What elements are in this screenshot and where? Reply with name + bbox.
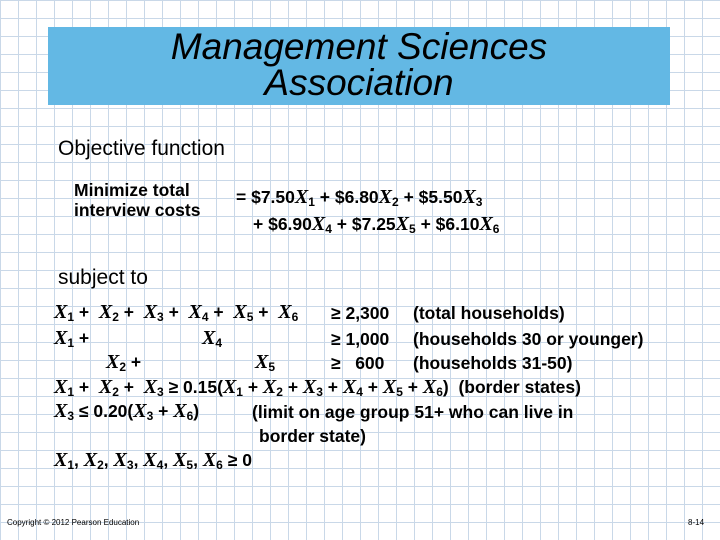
objective-label-line-2: interview costs bbox=[74, 200, 201, 220]
cost-coef-1: $7.50 bbox=[251, 187, 295, 207]
constraint-5-mid: ≤ 0.20( bbox=[74, 401, 134, 421]
cost-coef-2: $6.80 bbox=[334, 187, 379, 207]
constraint-4-mid: ≥ 0.15( bbox=[163, 377, 223, 397]
constraint-2-rhs: ≥ 1,000 bbox=[331, 329, 390, 349]
cost-coef-6: $6.10 bbox=[435, 214, 480, 234]
constraint-1-rhs: ≥ 2,300 bbox=[331, 303, 390, 323]
nonnegativity-constraint: $X_1$, $X_2$, $X_3$, $X_4$, $X_5$, $X_6 \ge 0$ bbox=[54, 449, 252, 472]
copyright-footer: Copyright © 2012 Pearson Education bbox=[7, 518, 140, 527]
constraint-1-note: (total households) bbox=[413, 303, 565, 323]
constraint-3-rhs: ≥ 600 bbox=[331, 353, 385, 373]
cost-coef-3: $5.50 bbox=[418, 187, 463, 207]
title-banner bbox=[48, 27, 670, 105]
constraint-5-note-line-2: border state) bbox=[259, 426, 366, 446]
constraint-1-lhs: $X_1 + X_2 + X_3 + X_4 + X_5 + X_6$ bbox=[54, 301, 299, 324]
cost-coef-4: $6.90 bbox=[268, 214, 312, 234]
equals-sign: = bbox=[236, 187, 252, 207]
objective-expression-line-2: + $\$6.90X_4$ + $\$7.25X_5$ + $\$6.10X_6$ bbox=[253, 213, 500, 236]
constraint-2-lhs-x4: $X_4$ bbox=[202, 327, 223, 350]
constraint-5: $X_3 \le 0.20(X_3 + X_6)$ bbox=[54, 400, 200, 423]
nonnegativity-tail: ≥ 0 bbox=[222, 450, 252, 470]
constraint-5-note-line-1: (limit on age group 51+ who can live in bbox=[252, 402, 574, 422]
constraint-2-lhs-x1: $X_1$ + bbox=[54, 327, 90, 350]
objective-label-line-1: Minimize total bbox=[74, 180, 190, 200]
cost-coef-5: $7.25 bbox=[351, 214, 396, 234]
slide-title-line-2: Association bbox=[264, 62, 454, 103]
subject-to-heading: subject to bbox=[58, 266, 148, 289]
constraint-4-note: (border states) bbox=[458, 377, 581, 397]
constraint-2-note: (households 30 or younger) bbox=[413, 329, 644, 349]
page-number: 8-14 bbox=[688, 518, 705, 527]
objective-expression-line-1: = $\$7.50X_1$ + $\$6.80X_2$ + $\$5.50X_3$ bbox=[236, 186, 483, 209]
constraint-3-lhs-x2: $X_2$ + bbox=[106, 351, 142, 374]
objective-heading: Objective function bbox=[58, 137, 225, 160]
constraint-3-note: (households 31-50) bbox=[413, 353, 573, 373]
objective-label bbox=[74, 180, 200, 220]
constraint-4: $X_1 + X_2 + X_3 \ge 0.15(X_1 + X_2 + X_3 + X_4 + X_5 + X_6)$ (border states) bbox=[54, 376, 581, 399]
constraint-3-lhs-x5: $X_5$ bbox=[255, 351, 276, 374]
slide-title-line-1: Management Sciences bbox=[170, 26, 548, 67]
